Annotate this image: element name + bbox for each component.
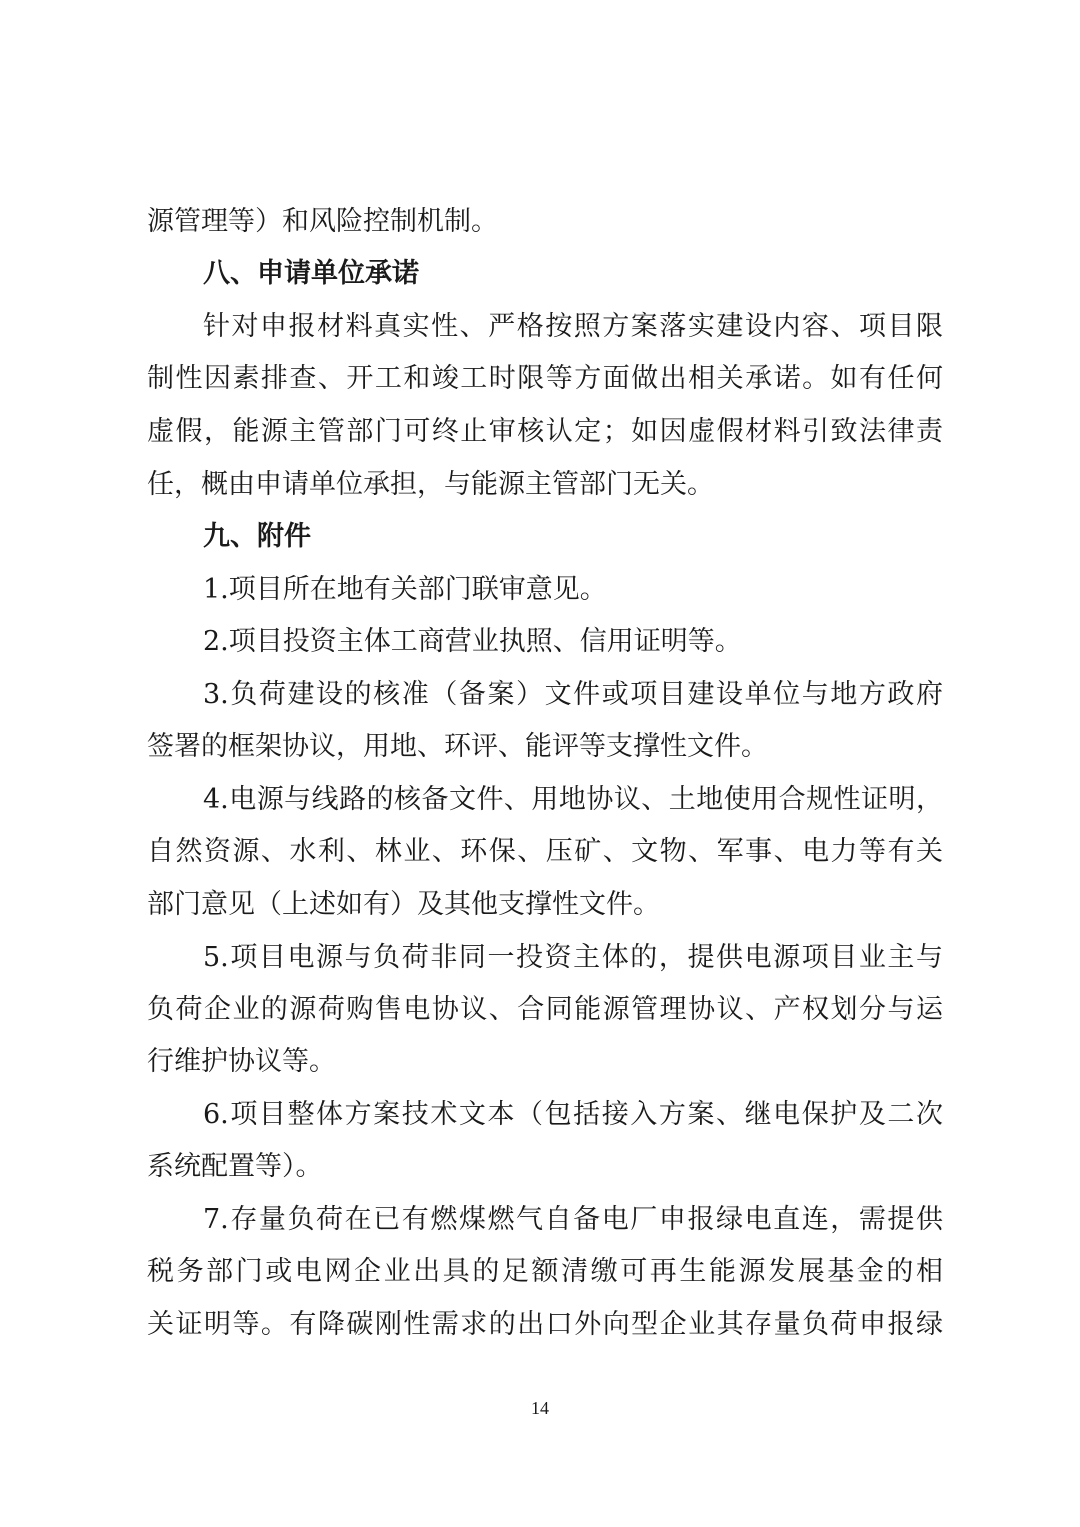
paragraph-line: 关证明等。有降碳刚性需求的出口外向型企业其存量负荷申报绿	[147, 1309, 943, 1340]
paragraph-line: 源管理等）和风险控制机制。	[147, 206, 498, 237]
paragraph-line: 任，概由申请单位承担，与能源主管部门无关。	[147, 469, 714, 500]
paragraph-line: 税务部门或电网企业出具的足额清缴可再生能源发展基金的相	[147, 1256, 943, 1287]
paragraph-line: 针对申报材料真实性、严格按照方案落实建设内容、项目限	[203, 311, 943, 342]
paragraph-line: 签署的框架协议，用地、环评、能评等支撑性文件。	[147, 731, 768, 762]
section-heading-commitment: 八、申请单位承诺	[203, 258, 419, 289]
paragraph-line: 制性因素排查、开工和竣工时限等方面做出相关承诺。如有任何	[147, 363, 943, 394]
paragraph-line: 部门意见（上述如有）及其他支撑性文件。	[147, 889, 660, 920]
paragraph-line: 自然资源、水利、林业、环保、压矿、文物、军事、电力等有关	[147, 836, 943, 867]
paragraph-line: 系统配置等）。	[147, 1151, 323, 1182]
list-item: 1.项目所在地有关部门联审意见。	[203, 574, 607, 605]
list-item: 4.电源与线路的核备文件、用地协议、土地使用合规性证明，	[203, 784, 943, 815]
list-item: 2.项目投资主体工商营业执照、信用证明等。	[203, 626, 742, 657]
page-number: 14	[531, 1398, 549, 1418]
list-item: 6.项目整体方案技术文本（包括接入方案、继电保护及二次	[203, 1099, 943, 1130]
paragraph-line: 行维护协议等。	[147, 1046, 336, 1077]
paragraph-line: 负荷企业的源荷购售电协议、合同能源管理协议、产权划分与运	[147, 994, 943, 1025]
paragraph-line: 虚假，能源主管部门可终止审核认定；如因虚假材料引致法律责	[147, 416, 943, 447]
list-item: 7.存量负荷在已有燃煤燃气自备电厂申报绿电直连，需提供	[203, 1204, 943, 1235]
list-item: 5.项目电源与负荷非同一投资主体的，提供电源项目业主与	[203, 942, 943, 973]
list-item: 3.负荷建设的核准（备案）文件或项目建设单位与地方政府	[203, 679, 943, 710]
section-heading-attachments: 九、附件	[203, 521, 311, 552]
